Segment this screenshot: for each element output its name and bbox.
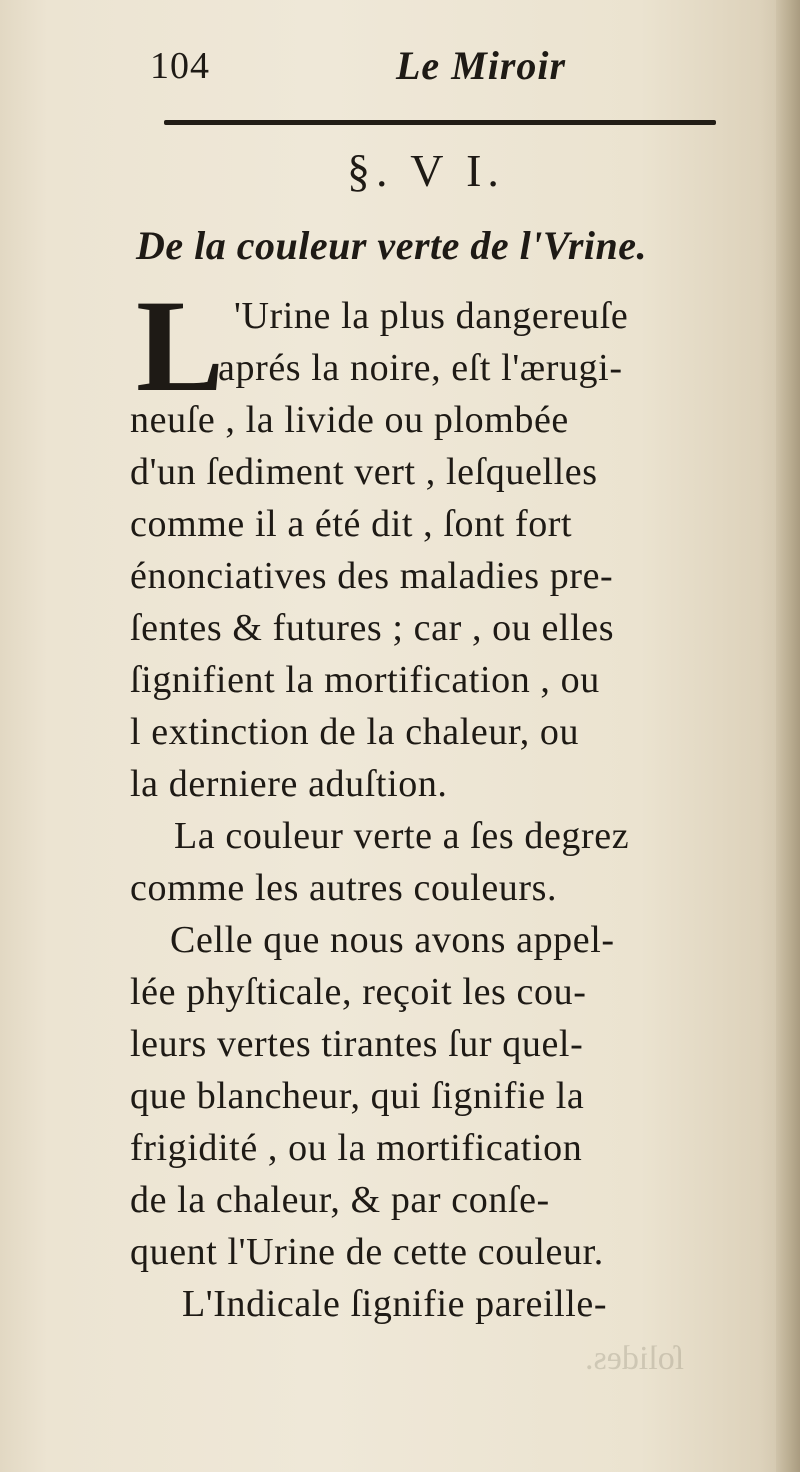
section-title: De la couleur verte de l'Vrine. [136, 223, 648, 268]
page-header [150, 42, 730, 102]
section-number: §. V I. [347, 145, 505, 196]
text-line: neuſe , la livide ou plombée [130, 399, 569, 441]
text-line: de la chaleur, & par conſe- [130, 1179, 550, 1221]
body-text [130, 272, 756, 1350]
text-line: la derniere aduſtion. [130, 763, 448, 805]
text-line: que blancheur, qui ſignifie la [130, 1075, 585, 1117]
page-edge [776, 0, 800, 1472]
text-line: Celle que nous avons appel- [170, 919, 615, 961]
text-line: L'Indicale ſignifie pareille- [182, 1283, 608, 1325]
text-line: 'Urine la plus dangereuſe [234, 295, 629, 337]
header-rule [164, 120, 716, 125]
running-title: Le Miroir [396, 43, 567, 88]
text-line: frigidité , ou la mortification [130, 1127, 583, 1169]
text-line: ſignifient la mortification , ou [130, 659, 600, 701]
text-line: énonciatives des maladies pre- [130, 555, 614, 597]
text-line: lée phyſticale, reçoit les cou- [130, 971, 587, 1013]
drop-cap: L [136, 272, 225, 419]
page-number: 104 [150, 45, 210, 87]
text-line: l extinction de la chaleur, ou [130, 711, 580, 753]
text-line: ſentes & futures ; car , ou elles [130, 607, 615, 649]
text-line: comme il a été dit , ſont fort [130, 503, 573, 545]
text-line: d'un ſediment vert , leſquelles [130, 451, 598, 493]
show-through-text: ſolides. [585, 1340, 685, 1377]
text-line: comme les autres couleurs. [130, 867, 558, 909]
text-line: quent l'Urine de cette couleur. [130, 1231, 604, 1273]
text-line: aprés la noire, eſt l'ærugi- [218, 347, 623, 389]
text-line: leurs vertes tirantes ſur quel- [130, 1023, 584, 1065]
text-line: La couleur verte a ſes degrez [174, 815, 630, 857]
